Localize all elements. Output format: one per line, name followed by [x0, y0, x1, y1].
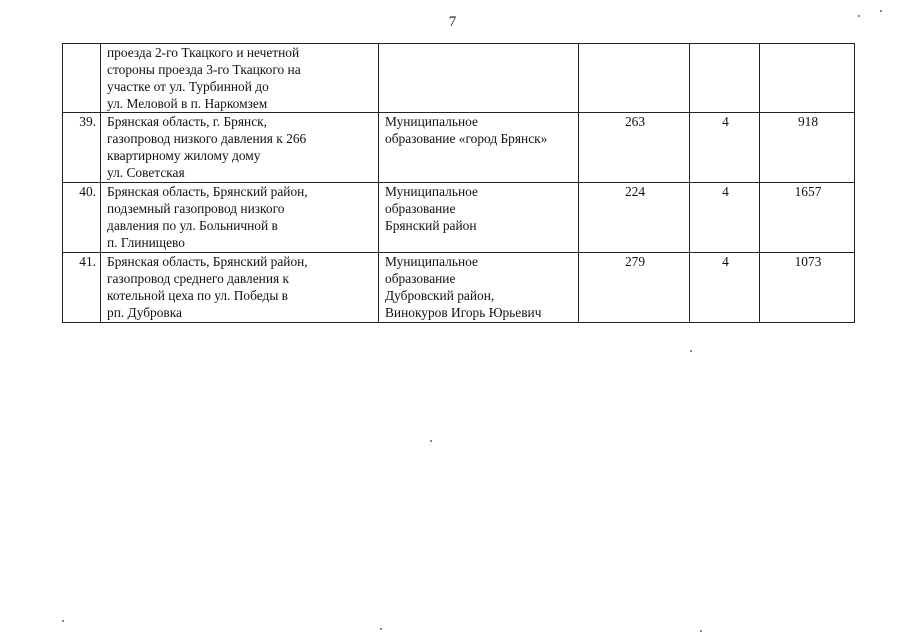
address-line: стороны проезда 3-го Ткацкого на — [107, 62, 301, 77]
owner-cell — [379, 44, 579, 113]
address-line: котельной цеха по ул. Победы в — [107, 288, 288, 303]
owner-line: Дубровский район, — [385, 288, 495, 303]
address-line: Брянская область, г. Брянск, — [107, 114, 267, 129]
scan-speck — [430, 440, 432, 442]
address-line: ул. Меловой в п. Наркомзем — [107, 96, 268, 111]
owner-line: образование — [385, 201, 456, 216]
owner-cell — [379, 113, 579, 183]
owner-cell — [379, 253, 579, 323]
address-line: участке от ул. Турбинной до — [107, 79, 269, 94]
table-row — [63, 44, 855, 113]
table-row — [63, 253, 855, 323]
address-line: рп. Дубровка — [107, 305, 182, 320]
length-cell: 279 — [579, 253, 690, 323]
address-line: газопровод низкого давления к 266 — [107, 131, 307, 146]
category-cell: 4 — [690, 183, 760, 253]
page-number: 7 — [448, 14, 457, 30]
row-number-cell: 40. — [63, 183, 101, 253]
scan-speck — [700, 630, 702, 632]
address-line: Брянская область, Брянский район, — [107, 184, 308, 199]
value-cell: 1073 — [760, 253, 855, 323]
address-cell — [101, 253, 379, 323]
row-number-cell: 39. — [63, 113, 101, 183]
address-line: п. Глинищево — [107, 235, 185, 250]
length-cell: 224 — [579, 183, 690, 253]
owner-cell — [379, 183, 579, 253]
owner-line: Муниципальное — [385, 254, 478, 269]
value-cell: 1657 — [760, 183, 855, 253]
length-cell: 263 — [579, 113, 690, 183]
owner-line: Муниципальное — [385, 114, 478, 129]
scan-speck — [858, 15, 860, 17]
owner-line: Муниципальное — [385, 184, 478, 199]
value-cell: 918 — [760, 113, 855, 183]
objects-table — [62, 43, 855, 323]
row-number-cell — [63, 44, 101, 113]
owner-line: Винокуров Игорь Юрьевич — [385, 305, 542, 320]
address-line: давления по ул. Больничной в — [107, 218, 278, 233]
category-cell — [690, 44, 760, 113]
address-line: ул. Советская — [107, 165, 185, 180]
row-number-cell: 41. — [63, 253, 101, 323]
address-cell — [101, 113, 379, 183]
address-line: газопровод среднего давления к — [107, 271, 290, 286]
owner-line: Брянский район — [385, 218, 477, 233]
owner-line: образование — [385, 271, 456, 286]
scan-speck — [380, 628, 382, 630]
scan-speck — [880, 10, 882, 12]
scan-speck — [690, 350, 692, 352]
address-cell — [101, 183, 379, 253]
scan-speck — [62, 620, 64, 622]
address-line: Брянская область, Брянский район, — [107, 254, 308, 269]
address-cell — [101, 44, 379, 113]
address-line: проезда 2-го Ткацкого и нечетной — [107, 45, 300, 60]
table-row — [63, 183, 855, 253]
table-row — [63, 113, 855, 183]
category-cell: 4 — [690, 253, 760, 323]
address-line: квартирному жилому дому — [107, 148, 261, 163]
category-cell: 4 — [690, 113, 760, 183]
length-cell — [579, 44, 690, 113]
address-line: подземный газопровод низкого — [107, 201, 285, 216]
value-cell — [760, 44, 855, 113]
owner-line: образование «город Брянск» — [385, 131, 548, 146]
